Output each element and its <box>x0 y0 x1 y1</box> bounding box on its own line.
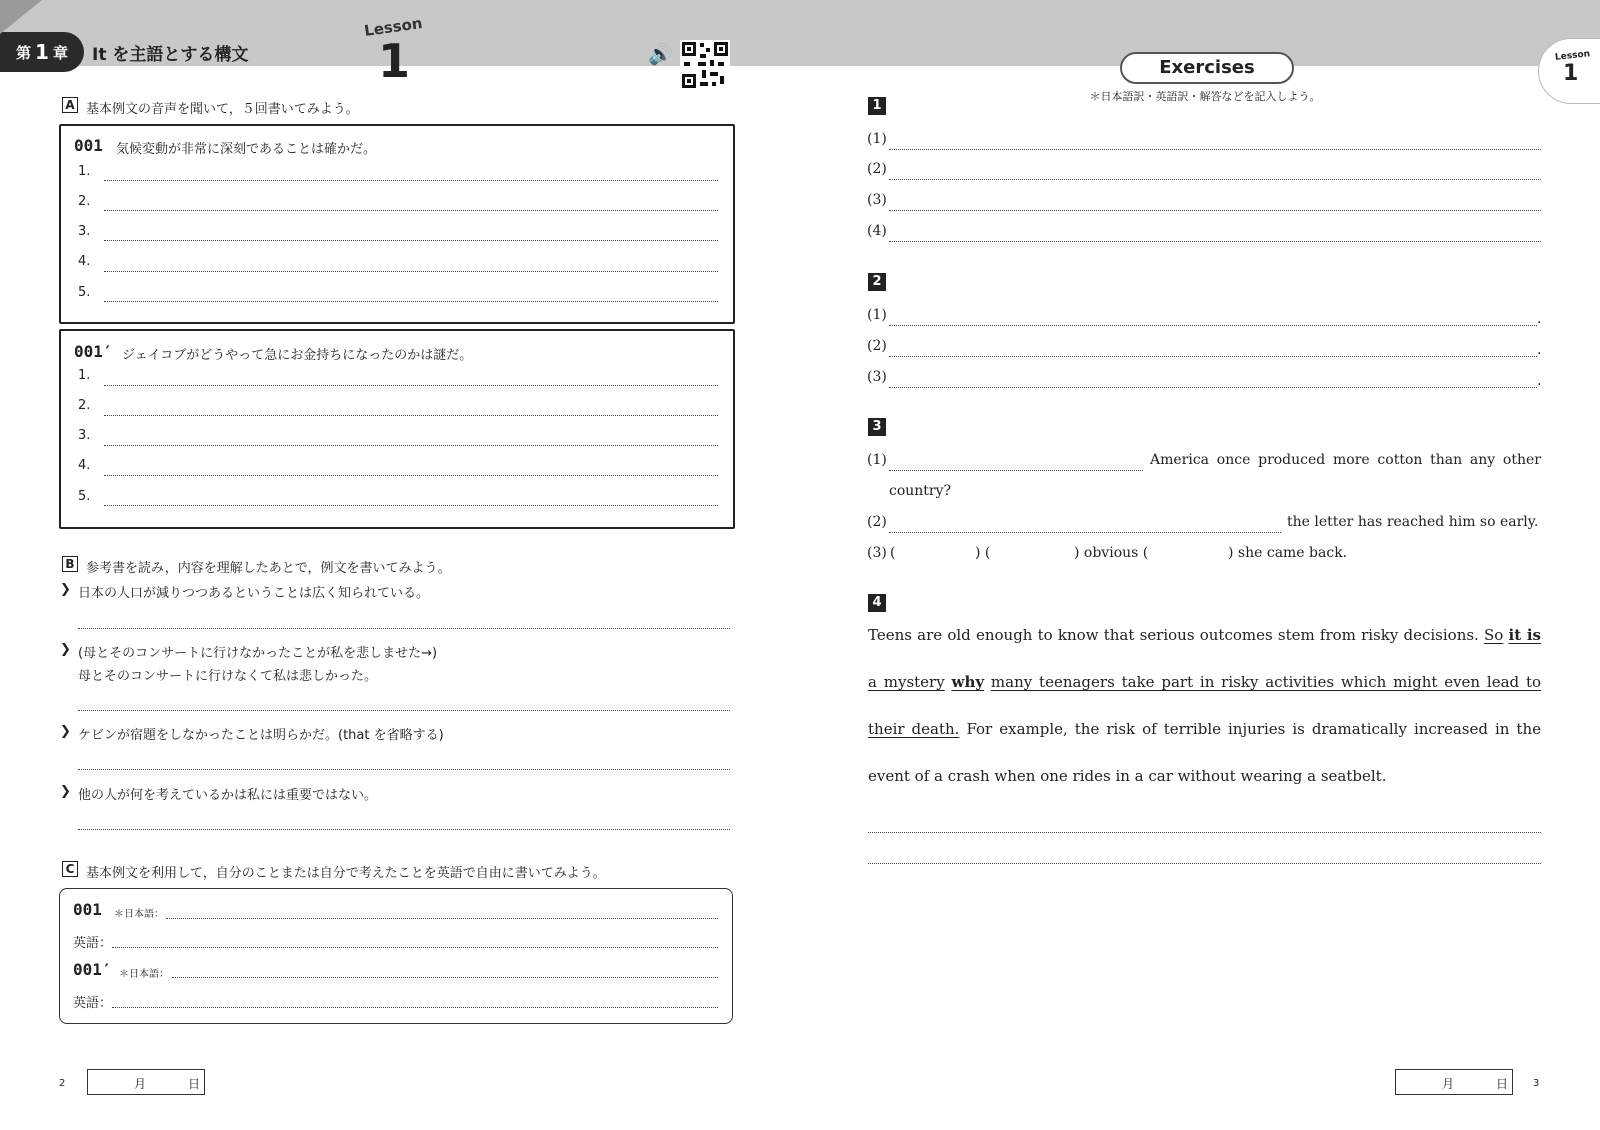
page-number-right: 3 <box>1533 1078 1540 1089</box>
task-2-arrow-icon: ❯ <box>60 642 71 657</box>
q4-passage-before: Teens are old enough to know that serious outcomes stem from risky decisions. <box>868 626 1479 644</box>
tab-corner-decoration <box>0 0 42 34</box>
box1-label: 001 <box>74 136 103 155</box>
q2-item-3-period: . <box>1537 373 1542 389</box>
box1-row-5-line[interactable] <box>104 301 718 302</box>
chapter-suffix: 章 <box>52 43 68 62</box>
q1-item-4-label: (4) <box>867 223 887 239</box>
task-3-text: ケビンが宿題をしなかったことは明らかだ。(that を省略する) <box>78 728 444 743</box>
box2-row-5-label: 5. <box>78 489 91 504</box>
q3-item-1-label: (1) <box>867 452 887 468</box>
task-1-arrow-icon: ❯ <box>60 582 71 597</box>
box2-row-5-line[interactable] <box>104 505 718 506</box>
box1-row-5-label: 5. <box>78 285 91 300</box>
task-4-text: 他の人が何を考えているかは私には重要ではない。 <box>78 788 378 803</box>
box2-label: 001′ <box>74 342 113 361</box>
q3-item-1-continuation: country? <box>889 483 952 499</box>
section-a-letter: A <box>62 97 78 113</box>
q1-item-1-line[interactable] <box>889 149 1541 150</box>
chapter-number: 1 <box>35 40 49 64</box>
box1-row-4-line[interactable] <box>104 271 718 272</box>
chapter-prefix: 第 <box>16 43 32 62</box>
box2-row-4-label: 4. <box>78 458 91 473</box>
box1-row-1-line[interactable] <box>104 180 718 181</box>
c-box-jp-line-2[interactable] <box>172 977 718 978</box>
box1-row-2-line[interactable] <box>104 210 718 211</box>
box2-row-1-label: 1. <box>78 368 91 383</box>
task-2-text-line2: 母とそのコンサートに行けなくて私は悲しかった。 <box>78 669 378 684</box>
q3-item-1-blank[interactable] <box>889 470 1143 471</box>
box1-row-3-line[interactable] <box>104 240 718 241</box>
date-month-left: 月 <box>134 1077 147 1091</box>
speaker-icon[interactable]: 🔊 <box>648 42 673 66</box>
box1-row-3-label: 3. <box>78 224 91 239</box>
qr-code-icon[interactable] <box>680 40 730 90</box>
q1-item-1-label: (1) <box>867 131 887 147</box>
q4-passage <box>868 612 1541 800</box>
q2-item-2-period: . <box>1537 342 1542 358</box>
section-c-letter: C <box>62 861 78 877</box>
q2-item-3-label: (3) <box>867 369 887 385</box>
q4-underlined-a-mystery: a mystery <box>868 673 945 691</box>
q3-item-3-label: (3) <box>867 545 887 561</box>
date-day-right: 日 <box>1496 1077 1509 1091</box>
chapter-tab <box>0 32 84 72</box>
task-3-arrow-icon: ❯ <box>60 724 71 739</box>
chapter-title: It を主語とする構文 <box>92 45 249 65</box>
c-box-label-001-prime: 001′ <box>73 960 112 979</box>
box2-row-2-line[interactable] <box>104 415 718 416</box>
box2-row-1-line[interactable] <box>104 385 718 386</box>
q4-answer-line-2[interactable] <box>868 863 1541 864</box>
exercises-title: Exercises <box>1120 52 1294 84</box>
q1-item-3-line[interactable] <box>889 210 1541 211</box>
q1-item-3-label: (3) <box>867 192 887 208</box>
c-box-en-label-1: 英語： <box>73 936 113 951</box>
box2-row-3-label: 3. <box>78 428 91 443</box>
date-day-left: 日 <box>188 1077 201 1091</box>
task-1-text: 日本の人口が減りつつあるということは広く知られている。 <box>78 586 430 601</box>
c-box-jp-label-1: ＊日本語： <box>114 909 164 920</box>
box1-row-2-label: 2. <box>78 194 91 209</box>
q1-item-2-line[interactable] <box>889 179 1541 180</box>
date-month-right: 月 <box>1442 1077 1455 1091</box>
box1-row-4-label: 4. <box>78 254 91 269</box>
q3-item-3-paren-1: ( <box>890 545 896 561</box>
box1-row-1-label: 1. <box>78 164 91 179</box>
task-1-answer-line[interactable] <box>78 628 730 629</box>
q3-item-2-blank[interactable] <box>889 532 1281 533</box>
badge-word: Lesson <box>1554 49 1591 63</box>
lesson-word: Lesson <box>363 14 424 40</box>
q4-passage-after: For example, the risk of terrible injuries is dramatically increased in the event of a crash when one rides in a car without wearing a seatbelt. <box>868 720 1541 785</box>
box1-sentence: 気候変動が非常に深刻であることは確かだ。 <box>116 142 377 157</box>
question-3-number: 3 <box>868 418 886 436</box>
date-box-right[interactable] <box>1395 1069 1513 1095</box>
q3-item-1-text: America once produced more cotton than any other <box>1150 452 1541 468</box>
task-3-answer-line[interactable] <box>78 769 730 770</box>
q2-item-1-label: (1) <box>867 307 887 323</box>
q2-item-1-line[interactable] <box>889 325 1537 326</box>
c-box-en-label-2: 英語： <box>73 996 113 1011</box>
c-box-en-line-1[interactable] <box>112 947 718 948</box>
lesson-badge <box>1538 38 1600 104</box>
c-box-jp-line-1[interactable] <box>166 918 718 919</box>
task-2-answer-line[interactable] <box>78 710 730 711</box>
question-4-number: 4 <box>868 594 886 612</box>
q4-underlined-so: So <box>1484 626 1504 644</box>
box2-row-3-line[interactable] <box>104 445 718 446</box>
task-4-arrow-icon: ❯ <box>60 784 71 799</box>
section-b-letter: B <box>62 556 78 572</box>
box2-row-4-line[interactable] <box>104 475 718 476</box>
q3-item-2-label: (2) <box>867 514 887 530</box>
section-c-instruction: 基本例文を利用して，自分のことまたは自分で考えたことを英語で自由に書いてみよう。 <box>86 866 606 881</box>
question-1-number: 1 <box>868 97 886 115</box>
q2-item-2-line[interactable] <box>889 356 1537 357</box>
q3-item-3-end: ) she came back. <box>1228 545 1348 561</box>
q2-item-1-period: . <box>1537 311 1542 327</box>
task-4-answer-line[interactable] <box>78 829 730 830</box>
lesson-number: 1 <box>378 34 411 88</box>
q2-item-3-line[interactable] <box>889 387 1537 388</box>
c-box-label-001: 001 <box>73 900 102 919</box>
q2-item-2-label: (2) <box>867 338 887 354</box>
box2-sentence: ジェイコブがどうやって急にお金持ちになったのかは謎だ。 <box>122 348 473 363</box>
task-2-text-line1: (母とそのコンサートに行けなかったことが私を悲しませた→) <box>78 646 438 661</box>
q1-item-4-line[interactable] <box>889 241 1541 242</box>
q3-item-3-paren-3: ) obvious ( <box>1074 545 1149 561</box>
q3-item-2-text: the letter has reached him so early. <box>1287 514 1539 530</box>
badge-number: 1 <box>1563 61 1579 86</box>
question-2-number: 2 <box>868 273 886 291</box>
section-b-instruction: 参考書を読み，内容を理解したあとで，例文を書いてみよう。 <box>86 561 451 576</box>
c-box-en-line-2[interactable] <box>112 1007 718 1008</box>
q1-item-2-label: (2) <box>867 161 887 177</box>
section-a-instruction: 基本例文の音声を聞いて，５回書いてみよう。 <box>86 102 359 117</box>
q4-answer-line-1[interactable] <box>868 832 1541 833</box>
box2-row-2-label: 2. <box>78 398 91 413</box>
q4-underlined-rest: many teenagers take part in risky activities which might even lead to their death. <box>868 673 1542 738</box>
date-box-left[interactable] <box>87 1069 205 1095</box>
c-box-jp-label-2: ＊日本語： <box>119 969 169 980</box>
page-number-left: 2 <box>59 1078 66 1089</box>
q3-item-3-paren-2: ) ( <box>975 545 991 561</box>
q4-underlined-why: why <box>951 673 985 691</box>
exercises-note: ＊日本語訳・英語訳・解答などを記入しよう。 <box>1089 90 1321 103</box>
q4-underlined-it-is: it is <box>1508 626 1541 644</box>
